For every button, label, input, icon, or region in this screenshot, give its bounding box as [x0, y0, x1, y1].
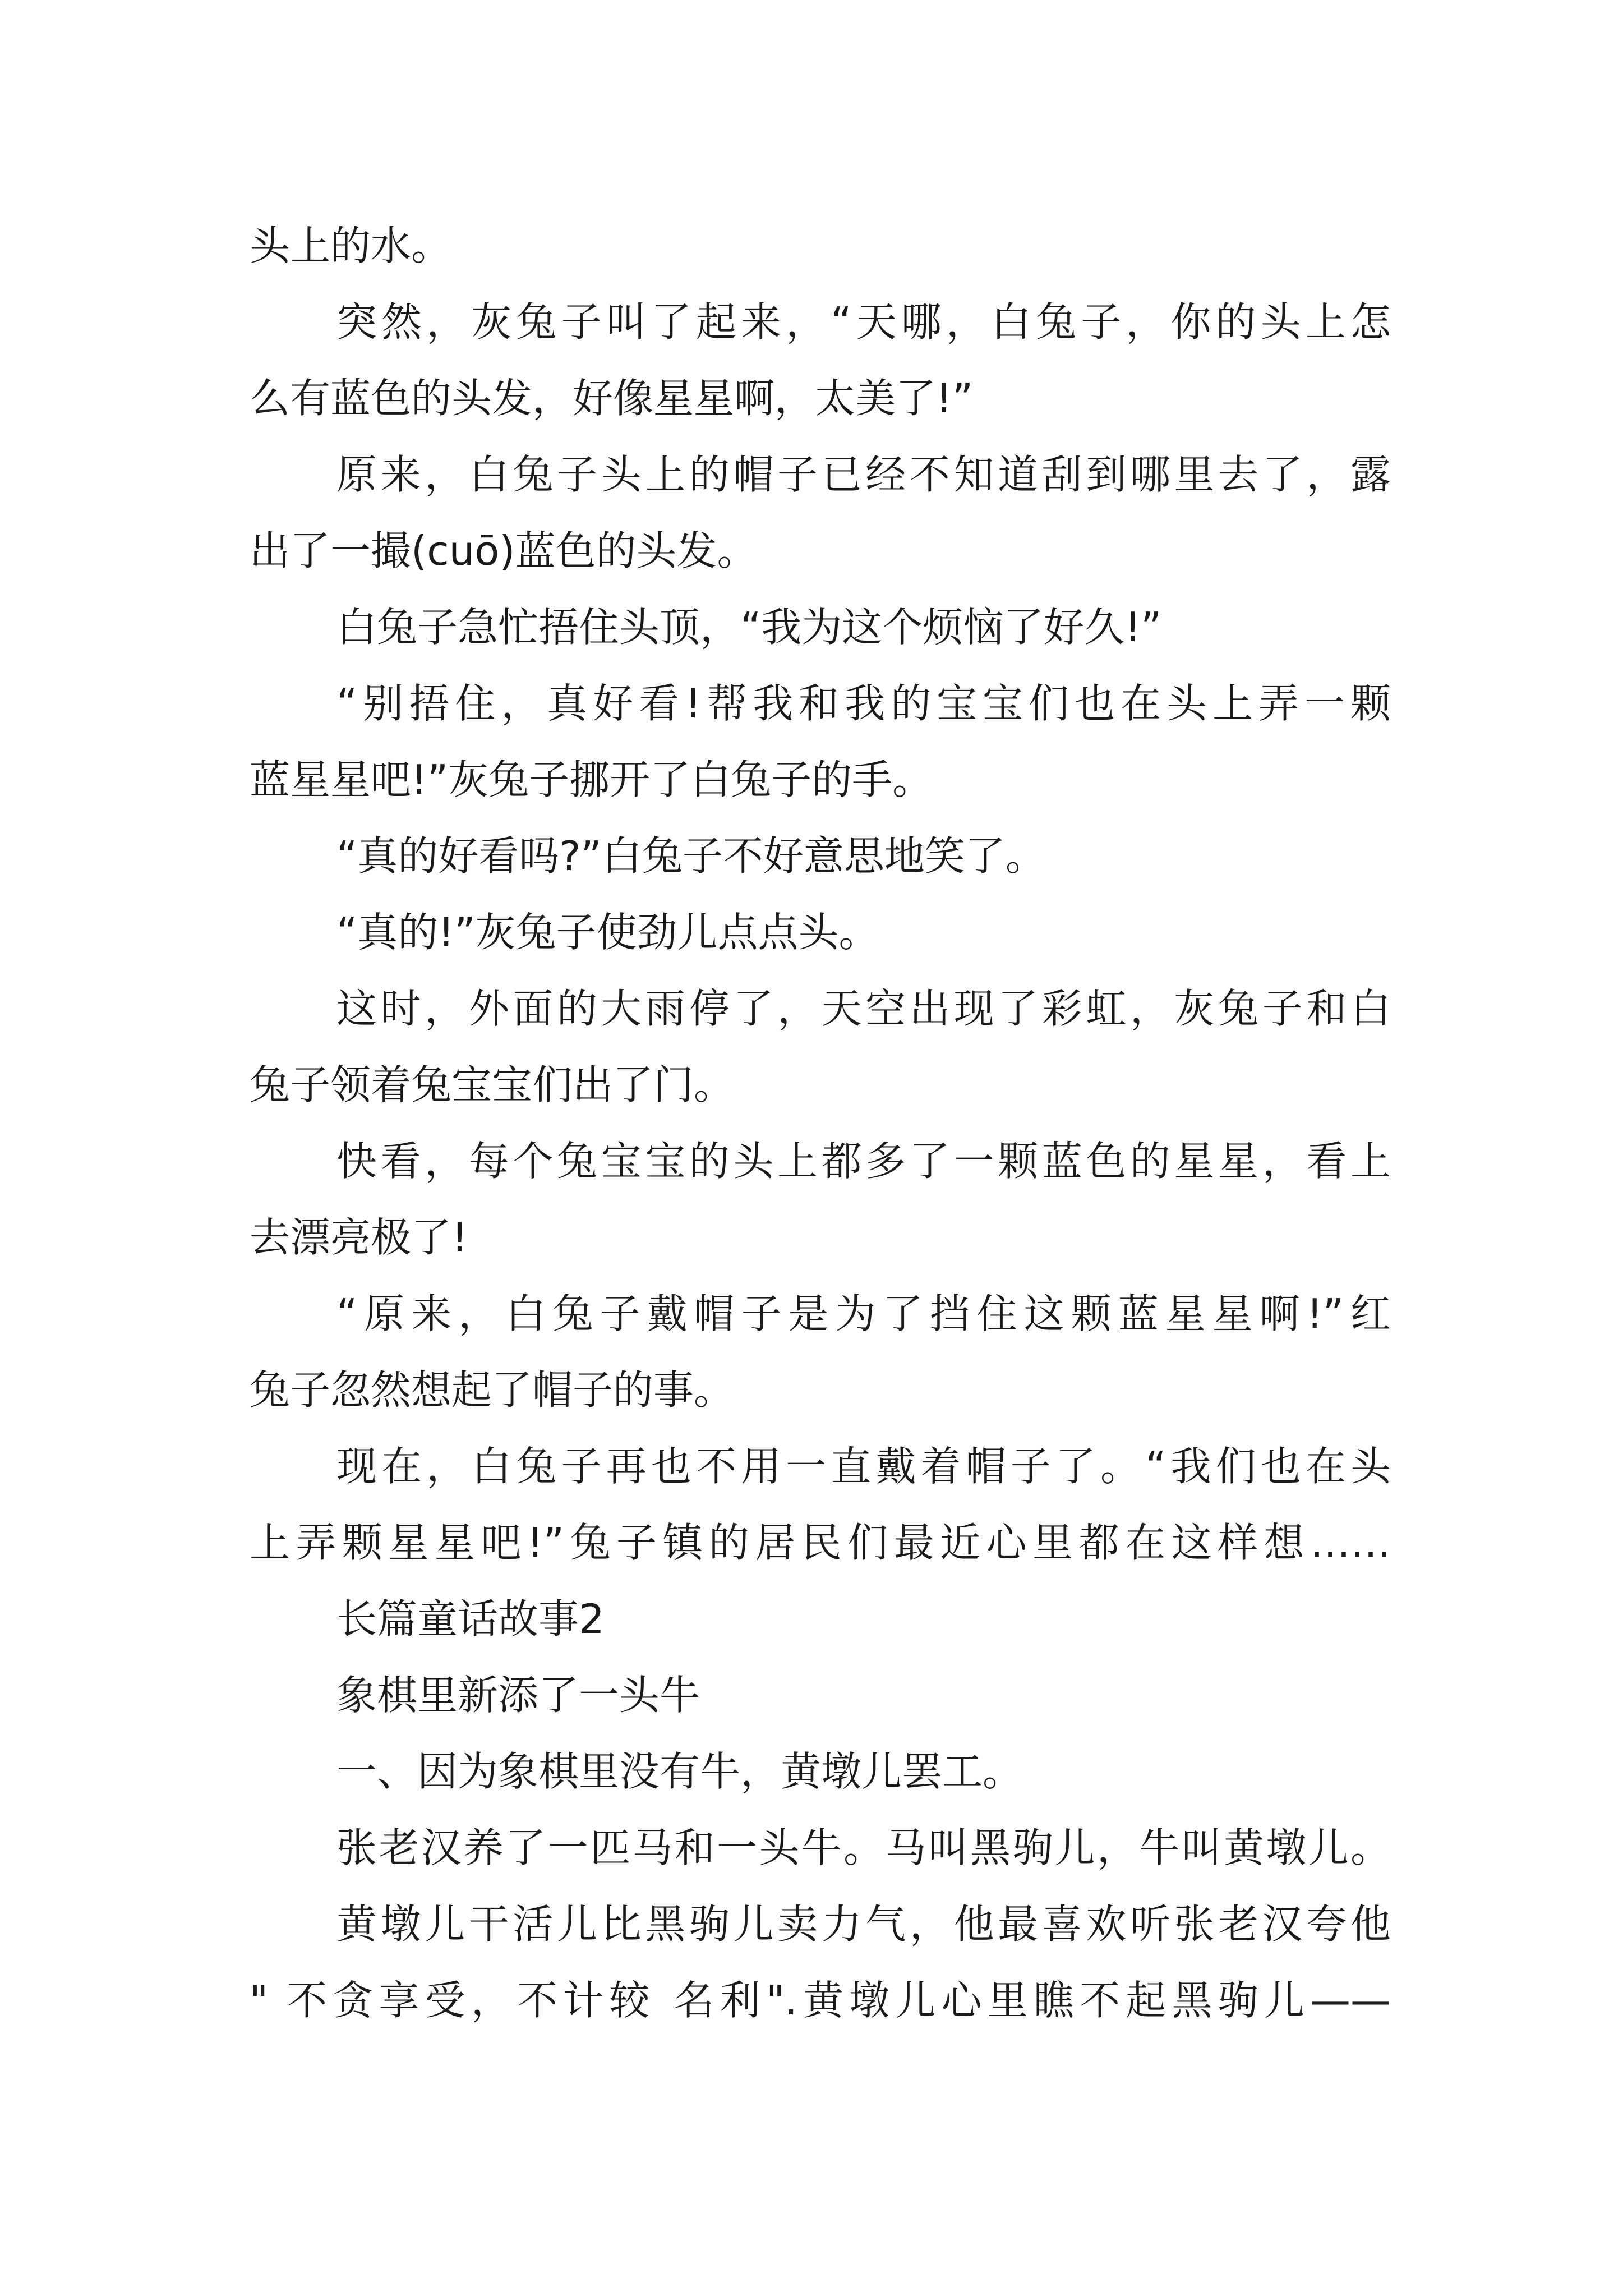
chapter-heading: 一、因为象棋里没有牛，黄墩儿罢工。: [336, 1748, 1023, 1795]
text-line: 么有蓝色的头发，好像星星啊，太美了!”: [250, 375, 974, 422]
text-line: 突然，灰兔子叫了起来，“天哪，白兔子，你的头上怎: [336, 298, 1391, 346]
text-line: 兔子忽然想起了帽子的事。: [250, 1366, 735, 1414]
story-title: 象棋里新添了一头牛: [336, 1672, 700, 1719]
text-line: 这时，外面的大雨停了，天空出现了彩虹，灰兔子和白: [336, 985, 1391, 1032]
story-text: [250, 208, 1391, 2039]
text-line: “原来，白兔子戴帽子是为了挡住这颗蓝星星啊!”红: [336, 1290, 1391, 1337]
section-heading: 长篇童话故事2: [336, 1595, 605, 1642]
text-line: 去漂亮极了!: [250, 1214, 468, 1261]
text-line: 现在，白兔子再也不用一直戴着帽子了。“我们也在头: [336, 1443, 1391, 1490]
text-line: 原来，白兔子头上的帽子已经不知道刮到哪里去了，露: [336, 451, 1391, 498]
text-line: “别捂住，真好看!帮我和我的宝宝们也在头上弄一颗: [336, 680, 1391, 727]
text-line: 兔子领着兔宝宝们出了门。: [250, 1061, 735, 1108]
text-line: 张老汉养了一匹马和一头牛。马叫黑驹儿，牛叫黄墩儿。: [336, 1824, 1391, 1871]
text-line: 蓝星星吧!”灰兔子挪开了白兔子的手。: [250, 756, 933, 803]
text-line: 头上的水。: [250, 222, 452, 269]
text-line: 快看，每个兔宝宝的头上都多了一颗蓝色的星星，看上: [336, 1138, 1391, 1185]
text-line: “真的好看吗?”白兔子不好意思地笑了。: [336, 832, 1046, 880]
text-line: 出了一撮(cuō)蓝色的头发。: [250, 527, 758, 574]
text-line: 白兔子急忙捂住头顶，“我为这个烦恼了好久!”: [336, 604, 1162, 651]
text-line: 上弄颗星星吧!”兔子镇的居民们最近心里都在这样想……: [250, 1519, 1391, 1566]
text-line: " 不贪享受，不计较 名利".黄墩儿心里瞧不起黑驹儿——: [250, 1977, 1391, 2024]
text-line: 黄墩儿干活儿比黑驹儿卖力气，他最喜欢听张老汉夸他: [336, 1901, 1391, 1948]
text-line: “真的!”灰兔子使劲儿点点头。: [336, 909, 879, 956]
